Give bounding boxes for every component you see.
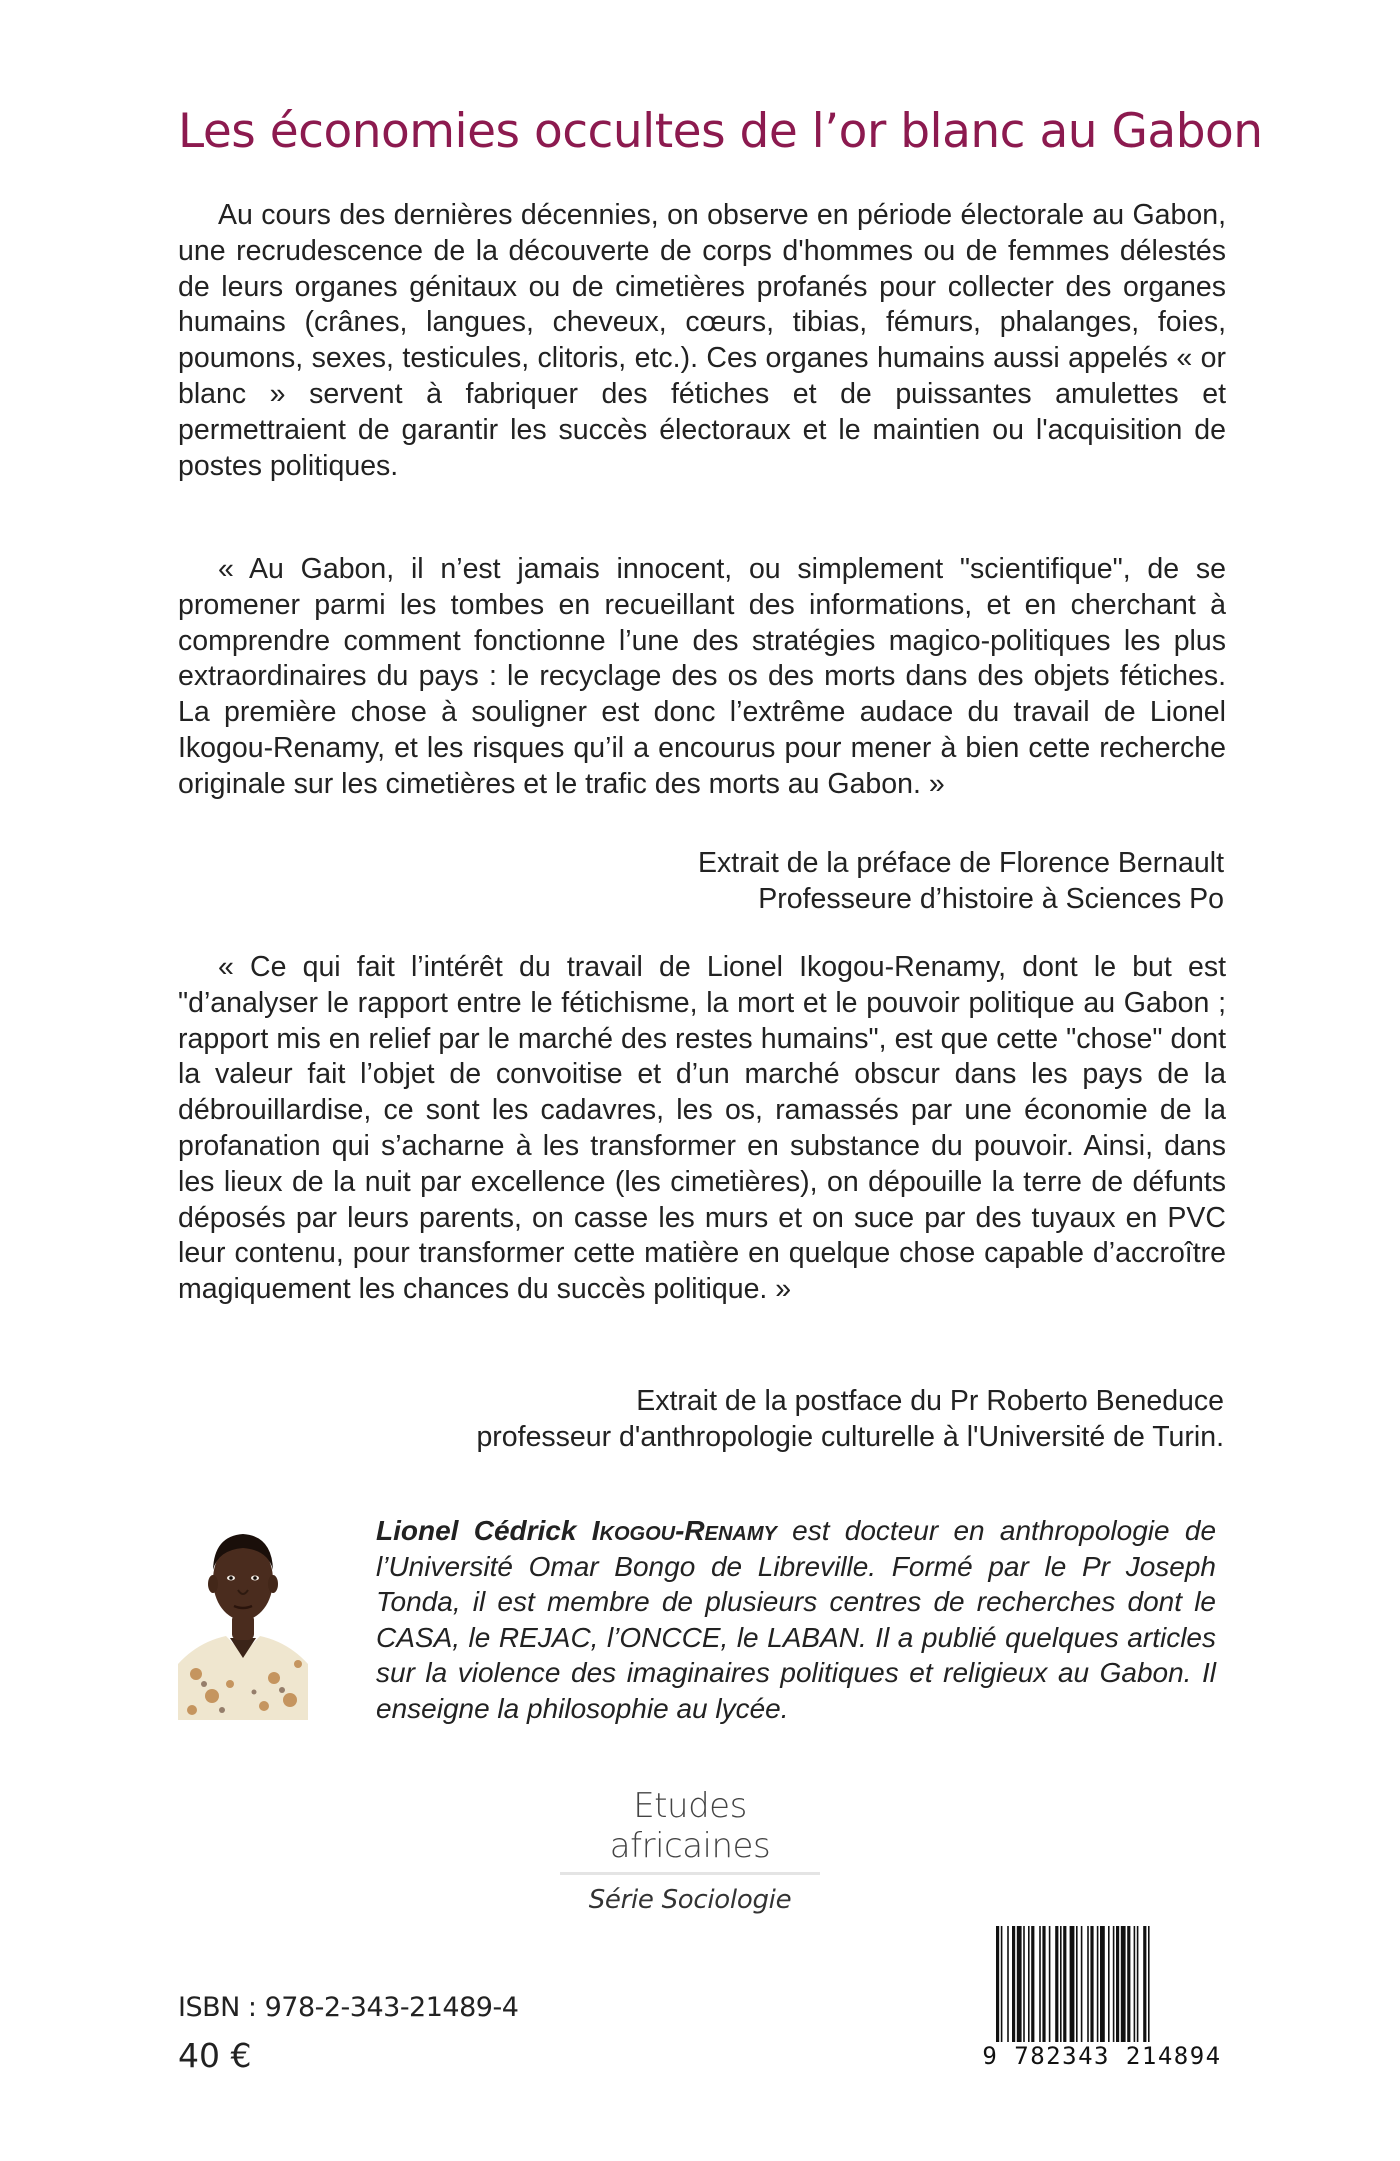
author-first-names: Lionel Cédrick	[376, 1515, 577, 1546]
preface-quote: « Au Gabon, il n’est jamais innocent, ou simplement "scientifique", de se promener parmi les tombes en recueillant des informations, et en cherchant à comprendre comment fonctionne l’une des stratégies magico-politiques les plus extraordinaires du pays : le recyclage des os des morts dans des objets fétiches. La première chose à souligner est donc l’extrême audace du travail de Lionel Ikogou-Renamy, et les risques qu’il a encourus pour mener à bien cette recherche originale sur les cimetières et le trafic des morts au Gabon. »	[178, 553, 1226, 800]
postface-attribution	[476, 1384, 1224, 1456]
series-subtitle: Série Sociologie	[588, 1885, 792, 1915]
isbn-label: ISBN : 978-2-343-21489-4	[178, 1992, 519, 2023]
author-bio-text: est docteur en anthropologie de l’Université Omar Bongo de Libreville. Formé par le Pr Joseph Tonda, il est membre de plusieurs centres de recherches dont le CASA, le REJAC, l’ONCCE, le LABAN. Il a publié quelques articles sur la violence des imaginaires politiques et religieux au Gabon. Il enseigne la philosophie au lycée.	[376, 1515, 1217, 1724]
series-title: Etudes africaines	[560, 1786, 820, 1875]
postface-quote: « Ce qui fait l’intérêt du travail de Lionel Ikogou-Renamy, dont le but est "d’analyser le rapport entre le fétichisme, la mort et le pouvoir politique au Gabon ; rapport mis en relief par le marché des restes humains", est que cette "chose" dont la valeur fait l’objet de convoitise et d’un marché obscur dans les pays de la débrouillardise, ce sont les cadavres, les os, ramassés par une économie de la profanation qui s’acharne à les transformer en substance du pouvoir. Ainsi, dans les lieux de la nuit par excellence (les cimetières), on dépouille la terre de défunts déposés par leurs parents, on casse les murs et on suce par des tuyaux en PVC leur contenu, pour transformer cette matière en quelque chose capable d’accroître magiquement les chances du succès politique. »	[178, 951, 1226, 1306]
summary-paragraph: Au cours des dernières décennies, on observe en période électorale au Gabon, une recrudescence de la découverte de corps d'hommes ou de femmes délestés de leurs organes génitaux ou de cimetières profanés pour collecter des organes humains (crânes, langues, cheveux, cœurs, tibias, fémurs, phalanges, foies, poumons, sexes, testicules, clitoris, etc.). Ces organes humains aussi appelés « or blanc » servent à fabriquer des fétiches et de puissantes amulettes et permettraient de garantir les succès électoraux et le maintien ou l'acquisition de postes politiques.	[178, 199, 1226, 482]
preface-source: Extrait de la préface de Florence Bernault	[698, 847, 1224, 879]
book-title: Les économies occultes de l’or blanc au Gabon	[178, 104, 1263, 159]
postface-source: Extrait de la postface du Pr Roberto Beneduce	[636, 1385, 1224, 1417]
author-surname: Ikogou-Renamy	[591, 1515, 777, 1546]
author-bio	[376, 1513, 1216, 1726]
author-photo	[178, 1514, 308, 1720]
series-block	[560, 1786, 820, 1915]
postface-role: professeur d'anthropologie culturelle à l'Université de Turin.	[476, 1420, 1224, 1453]
barcode-digits: 9 782343 214894	[976, 2042, 1228, 2070]
preface-attribution	[698, 846, 1224, 918]
price-label: 40 €	[178, 2036, 252, 2075]
preface-role: Professeure d’histoire à Sciences Po	[758, 882, 1224, 915]
author-portrait-icon	[178, 1514, 308, 1720]
